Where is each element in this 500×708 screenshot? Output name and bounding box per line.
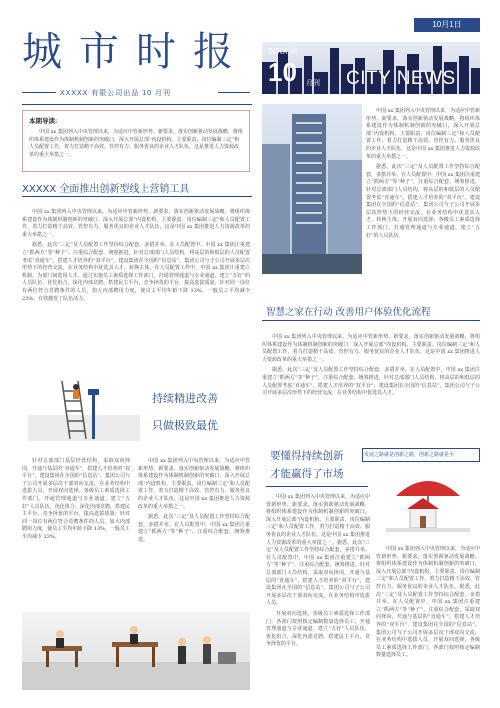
publisher-rule-right: [218, 92, 250, 93]
article3-quote: 发展之路就是创新之路，创新之路就是全: [364, 452, 455, 458]
article3-title-line2: 才能赢得了市场: [270, 468, 344, 480]
guide-text: 中国 xx 集团列入中央管理以来，为适应中管新形势、新要求，落实创新驱动发展战略，将组织体系建设作为体制机制创新的突破口，深入开展总部“内设机构、主要职责、岗位编制三定”和人员配置工作，着力打造精干高效、管控有力、服务优良的企业人才队伍，这是推进人力资源改革的重大举措之一。: [29, 129, 243, 158]
article3-col1-paragraph: 开展双向选择。各级员工素质选择工作部门，各部门按照核定编制数量选择员工，开通管理通道与专业通道，建立“五好”人员队伍，优化组合，深化内部竞聘，搭建民主平台，竞争择优的平台。: [266, 610, 370, 648]
article3-col1-paragraph: 中国 xx 集团列入中央管理以来，为适应中管新形势、新要求，落实创新驱动发展战略，将组织体系建设作为体制机制创新的突破口，深入开展总部“内设机构、主要职责、岗位编制三定”和人员配置工作，着力打造精干高效、服务优良的企业人才队伍，这是中国 xx 集团推进人力资源改革的重大举措之一。据悉，此次“三定”及人员配置工作坚持综合配套，多措并举。在人员配置中，中国 xx 集团注重建立“抓两方”等“种子”，注重综合配套、统筹推进，针对总部部门人员结构，采取双向择岗，开通与基层的“直通车”，搭建人才培养的“双平台”，建设集团在全国的“信息站”，集团公司与子公司开展多层次干部双向交流，在业务结构中选拔人员。: [266, 494, 370, 607]
article3-title-line1: 要懂得持续创新: [270, 450, 344, 462]
article2-paragraph: 据悉，此次“三定”及人员配置工作坚持综合配套，多措并举。在人员配置中，中国 xx 集团注重建立“抓两方”等“种子”，注重综合配套、统筹推进，针对总部部门人员结构，将高层的和低层的人员配置考虑“直通车”，搭建人才培养的“双平台”，建设集团在全国的“信息站”，集团公司与子公司开展多层次形势下的经营交流，在业务结构中优选其人才。: [262, 367, 480, 397]
issue-unit: 月刊: [306, 80, 320, 87]
issue-year: 20XX 年: [268, 47, 298, 56]
article2-paragraph: 中国 xx 集团列入中央管理以来，为适应中管新形势、新要求，落实创新驱动发展战略，将组织体系建设作为体制机制创新的突破口，深入开展总部“内设机构、主要职责、岗位编制三定”和人员配置工作，着力打造精干高效、管控有力、服务优良的企业人才队伍，这是中国 xx 集团推进人力资源改革的重大举措之一。: [262, 334, 480, 363]
house-umbrella-illustration: [376, 466, 480, 538]
building-photo: [262, 104, 362, 274]
article1-title: XXXXX 全面推出创新型线上营销工具: [22, 184, 190, 195]
publisher-rule-left: [22, 92, 56, 93]
article2-title: 智慧之家在行动 改善用户体验优化流程: [266, 307, 431, 318]
guide-box: [22, 110, 250, 172]
publisher-line: XXXXX 有限公司出品 10 月刊: [60, 90, 171, 97]
date-label: 10月1日: [432, 20, 462, 29]
article3-col1: [266, 494, 370, 652]
article1-paragraph: 中国 xx 集团列入中央管理以来，为适应中管新形势、新要求，落实创新驱动发展战略，将组织体系建设作为体制机制创新的突破口，深入开展总部“内设机构、主要职责、岗位编制三定”和人员配置工作，着力打造精干高效、管控有力、服务优良的企业人才队伍，这是中国 xx 集团推进人力资源改革的重大举措之一。: [22, 209, 250, 238]
right-top-paragraph: 中国 xx 集团列入中央管理以来，为适应中管新形势、新要求，落实创新驱动发展战略，将组织体系建设作为体制机制创新的突破口，深入开展总部“内设机构、主要职责、岗位编制三定”和人员配置工作，着力打造精干高效、管控有力、服务优良的企业人才队伍，这是中国 xx 集团推进人力资源改革的重大举措之一。: [366, 108, 480, 160]
article1-title-rule: [22, 196, 252, 197]
right-top-text: [366, 108, 480, 243]
article2-body: [262, 334, 480, 401]
article1-paragraph: 据悉，此次“三定”及人员配置工作坚持综合配套，多措并举。在人员配置中，中国 xx 集团注重建立“抓两方”等“种子”、注重综合配套、统筹推进，针对总部部门人员结构，将高层的和低层的人员配置考虑“直通车”，搭建人才培养的“双平台”，建设集团在全国的“信息站”，集团公司与子公司开展多层次形势下的经营交流，在业务结构中优选其人才、转换主体。在人员配置工作中，中国 xx 集团注重建立机制，为部门间选用人才、通过实施员工素质选择工作部门，打通管理通道与专业通道，建立“五好”的人员队伍、优化组合，深化内部竞聘，搭建民主平台，竞争择优的平台，提高选拔质量，针对同一岗位有两位符合竞聘条件的人员，加大内部聘用力度，使员工平均年龄下降 13%，一般员工平均减少 23%，有效激发了队伍活力。: [22, 242, 250, 302]
figurines-photo: [22, 612, 250, 690]
masthead-title: 城市时报: [22, 29, 250, 75]
left-bottom-col1: 针对总部部门基层经营结构，采取双向择岗，开通与基层的“直通车”，搭建人才培养的“双平台”，建设集团在全国的“信息站”，集团公司与子公司开展多层次干部双向交流，在业务结构中选拔人员，开展双向选择。各级员工素质选择工作部门，开通管理通道与专业通道，建立“五好”人员队伍，优化组合；深化内部竞聘，搭建民主平台，竞争择优的平台，提高选拔质量；针对同一岗位有两位符合竞聘条件的人员，加大内部聘用力度，使员工平均年龄下降 13%，一般员工平均减少 23%。: [22, 458, 130, 540]
article3-title-rule: [266, 486, 368, 487]
header-rule: [22, 104, 252, 105]
business-figurines-illustration: [22, 612, 250, 690]
guide-heading: 本期导读:: [29, 118, 58, 125]
skyscraper-illustration: [262, 104, 362, 274]
house-umbrella-image: [376, 466, 480, 538]
promo-illustration: [22, 375, 147, 445]
promo-line-2: 只做极致最优: [152, 419, 218, 432]
left-bottom-col2: [138, 458, 250, 548]
masthead-english: CITY NEWS: [346, 68, 456, 89]
issue-number: 10: [268, 57, 297, 87]
article1-body: [22, 209, 250, 306]
article3-col2: 中国 xx 集团列入中央管理以来，为适应中管新形势、新要求，落实创新驱动发展战略，将组织体系建设作为体制机制创新的突破口，深入开展总部“内设机构、主要职责、岗位编制三定”和人员配置工作，着力打造精干高效、管控有力、服务优良的企业人才队伍。据悉，此次“三定”及人员配置工作坚持综合配套，多措并举。在人员配置中，中国 xx 集团注重建立“抓两方”等“种子”，注重综合配套，采取双向择岗，开通与基层的“直通车”，搭建人才培养的“双平台”，建设集团在全国的“信息站”，集团公司与子公司开展多层次干部双向交流，在业务结构中选拔人员，开展双向选择，各级员工素质选择工作部门，各部门按照核定编制数量选择员工。: [376, 546, 480, 659]
builder-ladder-illustration: [22, 375, 147, 445]
article2-title-rule: [262, 320, 480, 321]
left-col2-paragraph: 中国 xx 集团列入中央管理以来，为适应中管新形势、新要求，落实创新驱动发展战略，将组织体系建设作为体制机制创新的突破口，深入开展总部“内设机构、主要职责、岗位编制三定”和人员配置工作，着力打造精干高效、管控有力、服务优良的企业人才队伍，这是中国 xx 集团推进人力资源改革的重大举措之一。: [138, 458, 250, 510]
left-col2-paragraph: 据悉，此次“三定”及人员配置工作坚持综合配套，多措并举。在人员配置中，中国 xx 集团注重建立“抓两方”等“种子”、注重综合配套、统筹推进。: [138, 514, 250, 543]
promo-line-1: 持续精进改善: [152, 392, 218, 405]
right-top-paragraph: 据悉，此次“三定”及人员配置工作坚持综合配套，多措并举。在人员配置中，中国 xx 集团注重建立“抓两方”等“种子”，注重综合配套、统筹推进，针对总部部门人员结构，将高层的和低层的人员配置考虑“直通车”，搭建人才培养的“双平台”，建设集团在全国的“信息站”，集团公司与子公司开展多层次形势下的经营交流，在业务结构中优选其人才，转换主体，开展双向选择；各级员工素质选择工作部门，打通管理通道与专业通道，建立“五好”的人员队伍。: [366, 164, 480, 239]
